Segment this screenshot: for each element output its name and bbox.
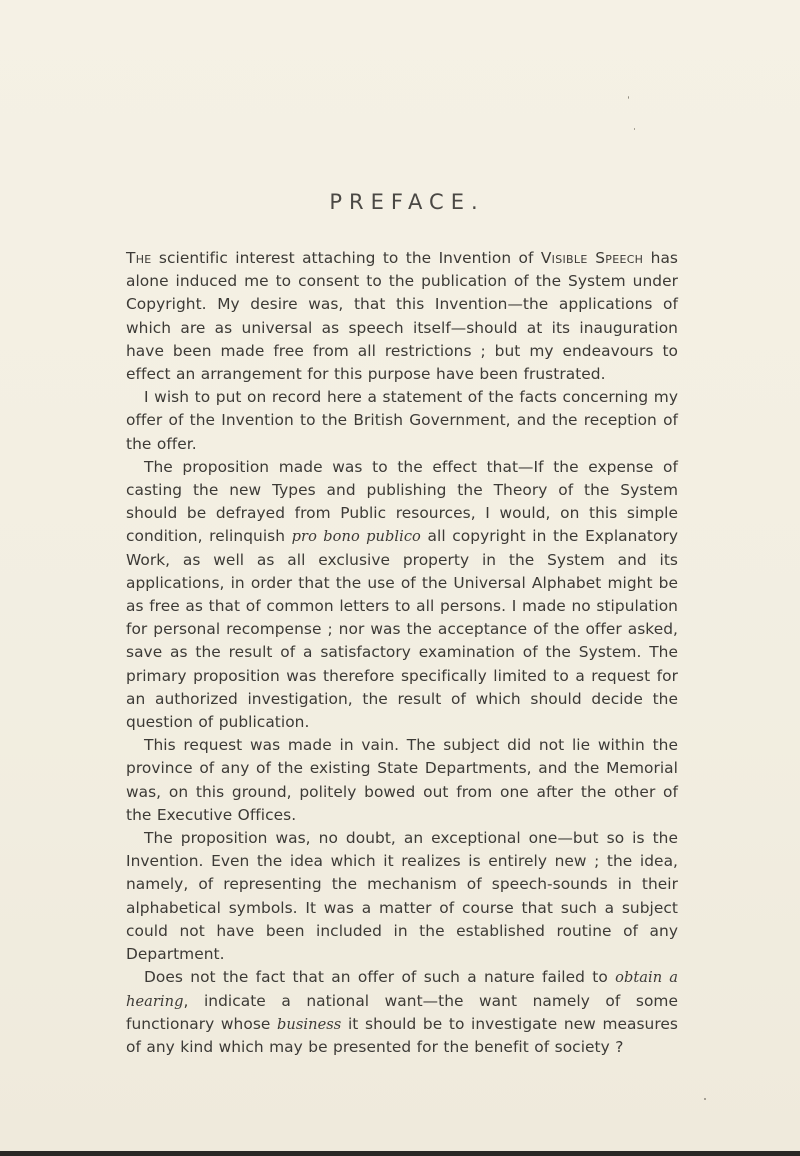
paragraph-5: The proposition was, no doubt, an exceptional one—but so is the Invention. Even the idea which it realizes is entirely new ; the idea, namely, of representing the mechanism of speech-sounds in their alphabetical symbols. It was a matter of course that such a subject could not have been included in the established routine of any Department. — [126, 829, 678, 964]
paragraph-1 — [126, 247, 678, 386]
paragraph-lead-word: The — [126, 249, 152, 267]
paper-speck — [628, 96, 629, 99]
italic-phrase-hearing: obtain a hearing — [126, 969, 678, 1010]
paragraph-3-text-b: all copyright in the Explanatory Work, as well as all exclusive property in the System and its applications, in order that the use of the Universal Alphabet might be as free as that of common letters to all persons. I made no stipulation for personal recompense ; nor was the acceptance of the offer asked, save as the result of a satisfactory examination of the System. The primary proposition was therefore specifically limited to a request for an authorized investigation, the result of which should decide the question of publication. — [126, 527, 679, 732]
paragraph-6-text-a: Does not the fact that an offer of such a nature failed to — [144, 968, 616, 987]
paragraph-2: I wish to put on record here a statement of the facts concerning my offer of the Invention to the British Government, and the reception of the offer. — [126, 388, 678, 453]
paragraph-3 — [126, 456, 678, 734]
paragraph-4: This request was made in vain. The subject did not lie within the province of any of the existing State Departments, and the Memorial was, on this ground, politely bowed out from one after the other of the Executive Offices. — [126, 736, 678, 824]
italic-word-business: business — [277, 1015, 342, 1033]
page-title: PREFACE. — [329, 190, 485, 214]
paragraph-6-text-b: , indicate a national want—the want namely of some functionary whose — [126, 991, 678, 1033]
paragraph-1-text-b: has alone induced me to consent to the publication of the System under Copyright. My desire was, that this Invention—the applications of which are as universal as speech itself—should at its inauguration have been made free from all restrictions ; but my endeavours to effect an arrangement for this purpose have been frustrated. — [126, 249, 679, 384]
paragraph-1-text-a: scientific interest attaching to the Invention of — [151, 249, 541, 267]
paragraph-3-text-a: The proposition made was to the effect that—If the expense of casting the new Types and publishing the Theory of the System should be defrayed from Public resources, I would, on this simple condition, relinquish — [126, 457, 678, 546]
small-caps-term: Visible Speech — [540, 249, 644, 267]
paragraph-6-text-c: it should be to investigate new measures of any kind which may be presented for the benefit of society ? — [126, 1014, 678, 1056]
paper-speck — [704, 1098, 706, 1100]
paragraph-6 — [126, 966, 678, 1059]
page-bottom-edge — [0, 1151, 800, 1156]
paper-speck — [634, 128, 635, 130]
latin-phrase: pro bono publico — [291, 528, 421, 546]
preface-body — [126, 247, 678, 1059]
